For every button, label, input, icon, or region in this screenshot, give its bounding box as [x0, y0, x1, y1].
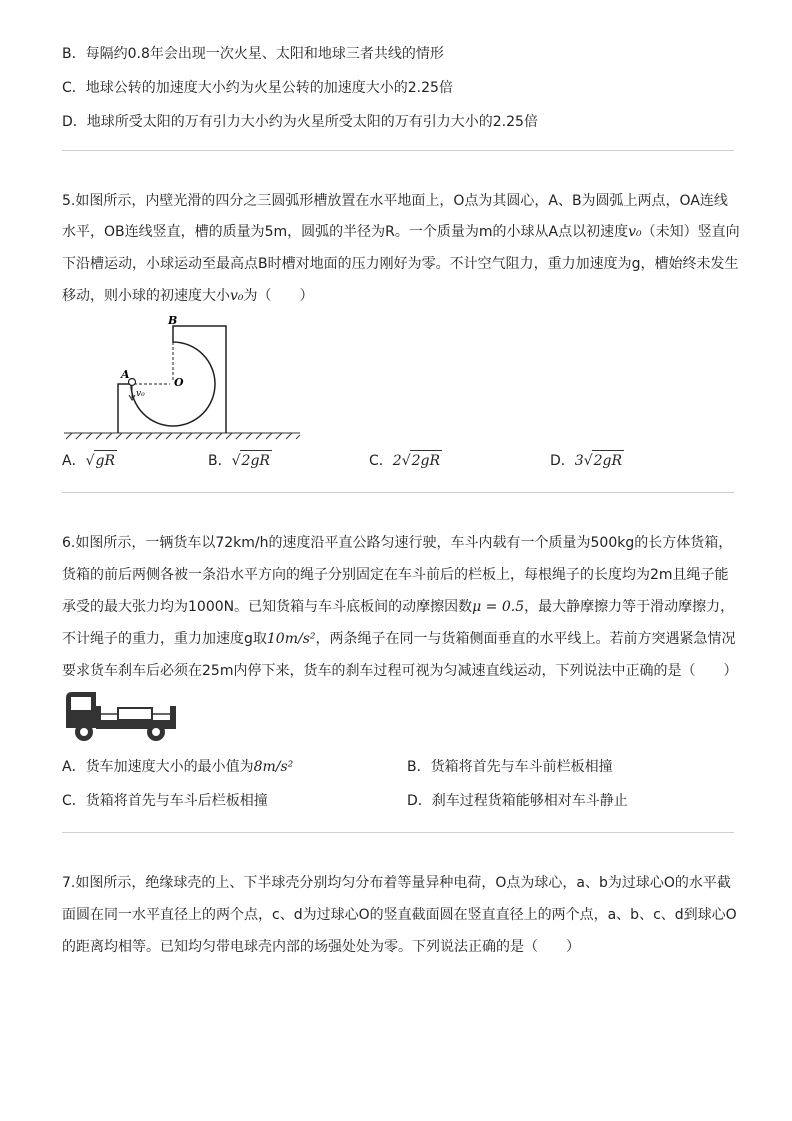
q5-stem-line-1: 5.如图所示，内壁光滑的四分之三圆弧形槽放置在水平地面上，O点为其圆心，A、B为圆弧上两点，OA连线 [62, 193, 728, 209]
label-v0: v₀ [136, 389, 145, 399]
q6-truck-figure [62, 686, 180, 746]
q4-option-d: D．地球所受太阳的万有引力大小约为火星所受太阳的万有引力大小的2.25倍 [62, 114, 538, 130]
label-o: O [174, 376, 184, 389]
q7-stem-line-3: 的距离均相等。已知均匀带电球壳内部的场强处处为零。下列说法正确的是（ ） [62, 939, 580, 955]
q7-stem-line-1: 7.如图所示，绝缘球壳的上、下半球壳分别均匀分布着等量异种电荷，O点为球心，a、b为过球心O的水平截 [62, 875, 731, 891]
ground-hatching [64, 433, 300, 439]
q6-stem-line-2: 货箱的前后两侧各被一条沿水平方向的绳子分别固定在车斗前后的栏板上，每根绳子的长度均为2m且绳子能 [62, 567, 729, 583]
ball [129, 379, 136, 386]
cab-window [71, 697, 91, 710]
g-value: 10m/s² [266, 631, 316, 647]
mu-expression: μ = 0.5 [472, 599, 525, 615]
q7-stem-line-2: 面圆在同一水平直径上的两个点，c、d为过球心O的竖直截面圆在竖直直径上的两个点，a、b、c、d到球心O [62, 907, 737, 923]
divider [62, 492, 734, 493]
q6-stem-line-5: 要求货车刹车后必须在25m内停下来，货车的刹车过程可视为匀减速直线运动，下列说法中正确的是（ ） [62, 663, 738, 679]
q6-option-a: A．货车加速度大小的最小值为8m/s² [62, 759, 294, 775]
label-a: A [121, 368, 130, 381]
rear-panel [170, 706, 176, 722]
q6-option-d: D．刹车过程货箱能够相对车斗静止 [407, 793, 628, 809]
q5-groove-figure [62, 312, 302, 440]
v0-symbol: v₀ [628, 224, 642, 240]
q6-stem-line-4: 不计绳子的重力，重力加速度g取10m/s²，两条绳子在同一与货箱侧面垂直的水平线上。若前方突遇紧急情况 [62, 631, 736, 647]
q5-stem-line-4: 移动，则小球的初速度大小v₀为（ ） [62, 288, 314, 304]
q5-option-c: C．2√2gR [369, 450, 442, 471]
v0-symbol: v₀ [230, 288, 244, 304]
q4-option-c: C．地球公转的加速度大小约为火星公转的加速度大小的2.25倍 [62, 80, 453, 96]
q5-option-a: A．√gR [62, 450, 117, 471]
front-panel [96, 706, 101, 722]
label-b: B [168, 314, 178, 327]
divider [62, 150, 734, 151]
q4-option-b: B．每隔约0.8年会出现一次火星、太阳和地球三者共线的情形 [62, 46, 444, 62]
divider [62, 832, 734, 833]
q6-option-b: B．货箱将首先与车斗前栏板相撞 [407, 759, 613, 775]
cargo-box [118, 708, 152, 720]
q5-stem-line-3: 下沿槽运动，小球运动至最高点B时槽对地面的压力刚好为零。不计空气阻力，重力加速度为g，槽始终未发生 [62, 256, 739, 272]
q6-option-c: C．货箱将首先与车斗后栏板相撞 [62, 793, 268, 809]
truck-bed [96, 720, 176, 729]
q5-option-d: D．3√2gR [550, 450, 624, 471]
q5-option-b: B．√2gR [208, 450, 272, 471]
q6-stem-line-1: 6.如图所示，一辆货车以72km/h的速度沿平直公路匀速行驶，车斗内载有一个质量为500kg的长方体货箱， [62, 535, 733, 551]
q5-stem-line-2: 水平，OB连线竖直，槽的质量为5m，圆弧的半径为R。一个质量为m的小球从A点以初速度v₀（未知）竖直向 [62, 224, 740, 240]
q6-stem-line-3: 承受的最大张力均为1000N。已知货箱与车斗底板间的动摩擦因数μ = 0.5，最大静摩擦力等于滑动摩擦力， [62, 599, 735, 615]
